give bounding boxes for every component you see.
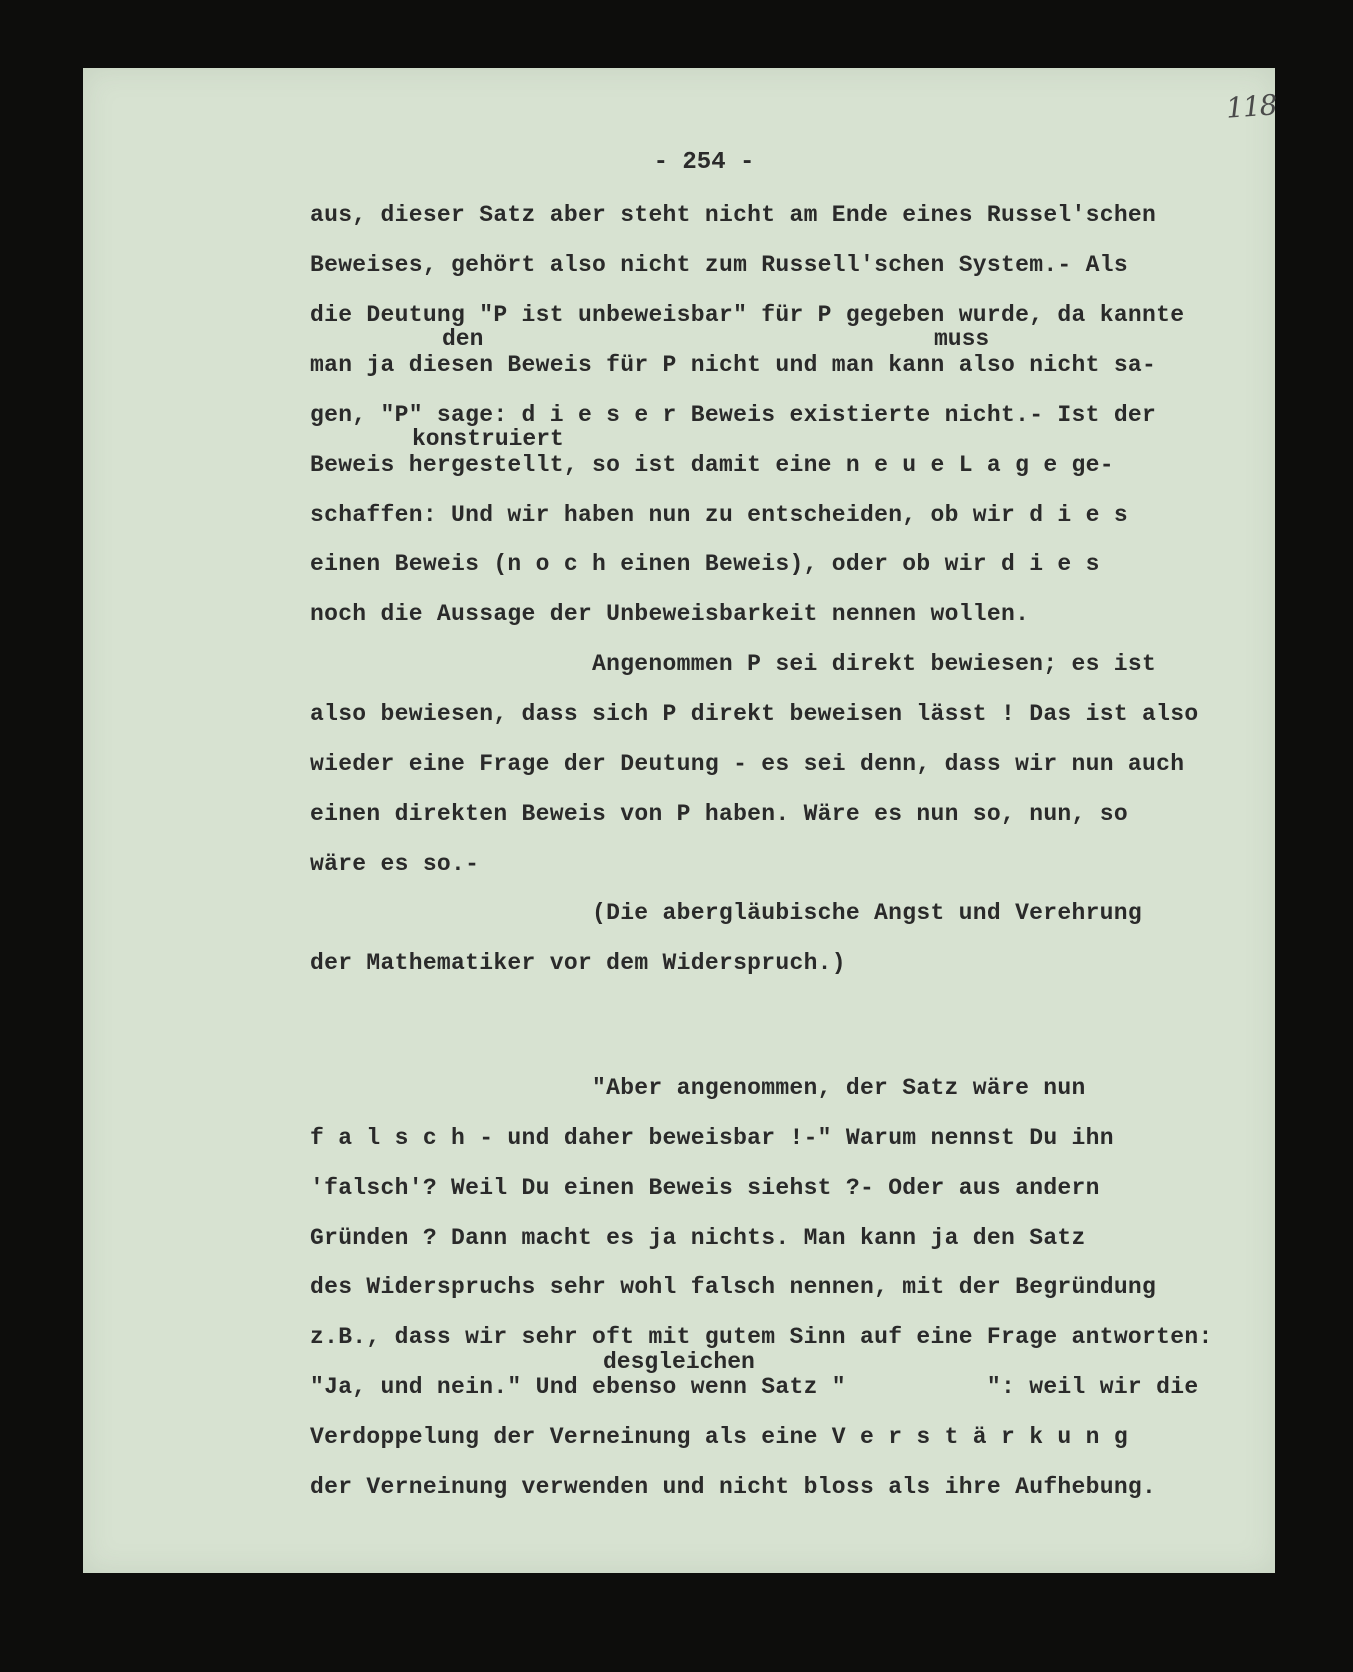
text-line: man ja diesen Beweis für P nicht und man kann also nicht sa-: [310, 352, 1157, 378]
interlinear-insertion: konstruiert: [412, 426, 564, 452]
text-line: f a l s c h - und daher beweisbar !-" Warum nennst Du ihn: [310, 1125, 1114, 1151]
text-line: der Verneinung verwenden und nicht bloss als ihre Aufhebung.: [310, 1474, 1157, 1500]
text-line: "Ja, und nein." Und ebenso wenn Satz " ": weil wir die: [310, 1374, 1199, 1400]
text-line: gen, "P" sage: d i e s e r Beweis existierte nicht.- Ist der: [310, 402, 1157, 428]
text-line: aus, dieser Satz aber steht nicht am Ende eines Russel'schen: [310, 202, 1157, 228]
interlinear-insertion: muss: [934, 326, 990, 352]
text-line: der Mathematiker vor dem Widerspruch.): [310, 950, 846, 976]
text-line: Verdoppelung der Verneinung als eine V e r s t ä r k u n g: [310, 1424, 1128, 1450]
text-line: die Deutung "P ist unbeweisbar" für P gegeben wurde, da kannte: [310, 302, 1185, 328]
text-line: also bewiesen, dass sich P direkt beweisen lässt ! Das ist also: [310, 701, 1199, 727]
text-line: Angenommen P sei direkt bewiesen; es ist: [592, 651, 1157, 677]
archive-folio-number: 118: [1224, 88, 1278, 125]
text-line: des Widerspruchs sehr wohl falsch nennen, mit der Begründung: [310, 1274, 1157, 1300]
text-line: Gründen ? Dann macht es ja nichts. Man kann ja den Satz: [310, 1225, 1086, 1251]
interlinear-insertion: desgleichen: [603, 1349, 755, 1375]
text-line: einen direkten Beweis von P haben. Wäre es nun so, nun, so: [310, 801, 1128, 827]
text-line: wäre es so.-: [310, 851, 480, 877]
text-line: Beweises, gehört also nicht zum Russell'schen System.- Als: [310, 252, 1128, 278]
text-line: z.B., dass wir sehr oft mit gutem Sinn auf eine Frage antworten:: [310, 1324, 1213, 1350]
text-line: (Die abergläubische Angst und Verehrung: [592, 900, 1142, 926]
interlinear-insertion: den: [442, 326, 484, 352]
text-line: 'falsch'? Weil Du einen Beweis siehst ?- Oder aus andern: [310, 1175, 1100, 1201]
text-line: einen Beweis (n o c h einen Beweis), oder ob wir d i e s: [310, 551, 1100, 577]
text-line: noch die Aussage der Unbeweisbarkeit nennen wollen.: [310, 601, 1030, 627]
page-number: - 254 -: [653, 149, 755, 176]
text-line: schaffen: Und wir haben nun zu entscheiden, ob wir d i e s: [310, 502, 1128, 528]
text-line: wieder eine Frage der Deutung - es sei denn, dass wir nun auch: [310, 751, 1185, 777]
text-line: Beweis hergestellt, so ist damit eine n e u e L a g e ge-: [310, 452, 1114, 478]
text-line: "Aber angenommen, der Satz wäre nun: [592, 1075, 1086, 1101]
